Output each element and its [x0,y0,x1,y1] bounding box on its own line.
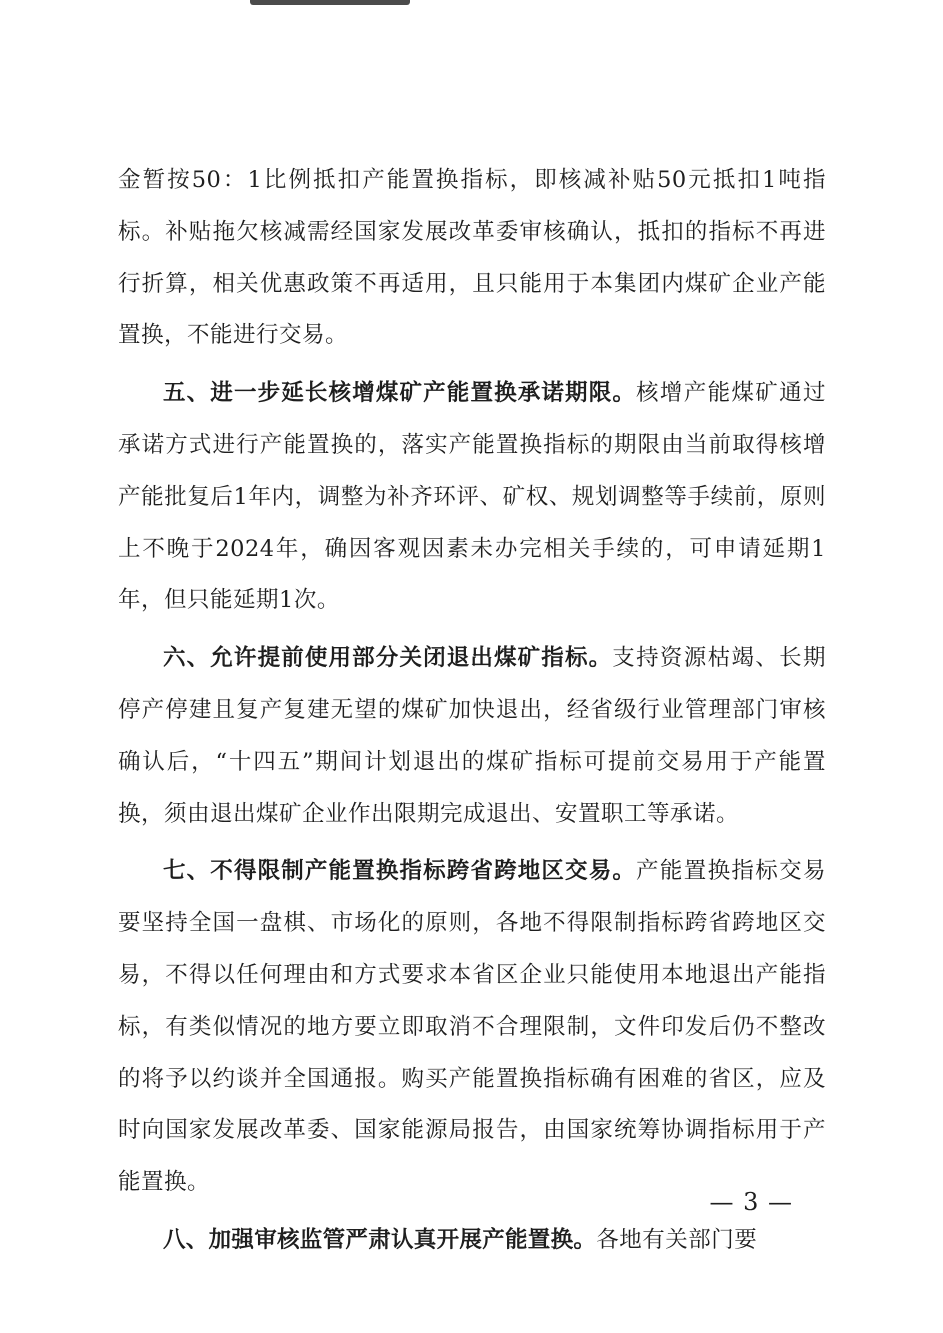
scan-edge-mark [250,0,410,5]
paragraph-text: 各地有关部门要 [596,1226,758,1253]
section-heading-6: 六、允许提前使用部分关闭退出煤矿指标。 [163,645,613,672]
section-heading-5: 五、进一步延长核增煤矿产能置换承诺期限。 [163,380,637,407]
paragraph-text: 产能置换指标交易要坚持全国一盘棋、市场化的原则，各地不得限制指标跨省跨地区交易，不得以任何理由和方式要求本省区企业只能使用本地退出产能指标，有类似情况的地方要立即取消不合理限制，文件印发后仍不整改的将予以约谈并全国通报。购买产能置换指标确有困难的省区，应及时向国家发展改革委、国家能源局报告，由国家统筹协调指标用于产能置换。 [118,858,826,1196]
paragraph-text: 金暂按50：1比例抵扣产能置换指标，即核减补贴50元抵扣1吨指标。补贴拖欠核减需经国家发展改革委审核确认，抵扣的指标不再进行折算，相关优惠政策不再适用，且只能用于本集团内煤矿企业产能置换，不能进行交易。 [118,167,826,349]
section-heading-7: 七、不得限制产能置换指标跨省跨地区交易。 [163,858,637,885]
paragraph-section-6 [118,633,826,840]
section-heading-8: 八、加强审核监管严肃认真开展产能置换。 [163,1226,597,1253]
paragraph-section-5 [118,368,826,627]
paragraph-text: 核增产能煤矿通过承诺方式进行产能置换的，落实产能置换指标的期限由当前取得核增产能批复后1年内，调整为补齐环评、矿权、规划调整等手续前，原则上不晚于2024年，确因客观因素未办完相关手续的，可申请延期1年，但只能延期1次。 [118,380,826,614]
paragraph-continued [118,155,826,362]
paragraph-text: 支持资源枯竭、长期停产停建且复产复建无望的煤矿加快退出，经省级行业管理部门审核确认后，“十四五”期间计划退出的煤矿指标可提前交易用于产能置换，须由退出煤矿企业作出限期完成退出、安置职工等承诺。 [118,645,826,827]
paragraph-section-7 [118,846,826,1209]
page-number: — 3 — [709,1188,793,1216]
paragraph-section-8 [118,1215,826,1267]
document-body [118,155,826,1273]
